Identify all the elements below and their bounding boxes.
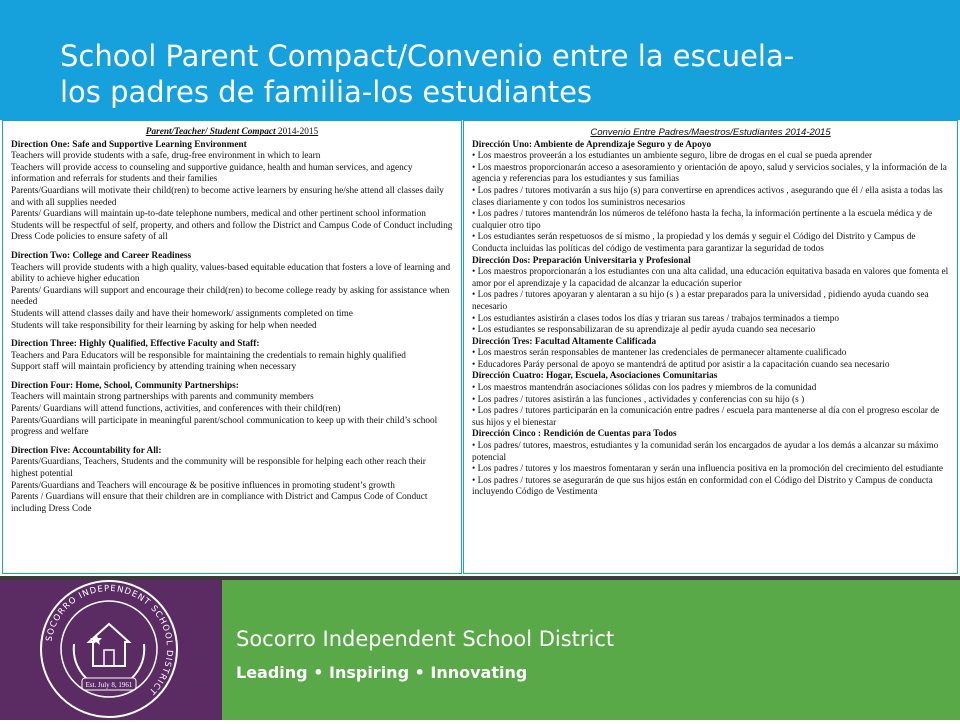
section-heading: Direction Two: College and Career Readiness xyxy=(11,250,192,261)
page-title-line-1: School Parent Compact/Convenio entre la escuela- xyxy=(60,39,795,73)
compact-line: Parents/Guardians will participate in meaningful parent/school communication to keep up with their child’s school progress and welfare xyxy=(11,415,438,438)
spanish-compact-column xyxy=(463,120,958,574)
district-name: Socorro Independent School District xyxy=(236,627,615,651)
seal-est-text: Est. July 8, 1961 xyxy=(85,681,133,689)
title-banner xyxy=(0,0,960,120)
english-sections xyxy=(11,140,453,516)
compact-line: Parents/ Guardians will support and encourage their child(ren) to become college ready by asking for assistance when needed xyxy=(11,285,450,308)
section-heading: Direction Four: Home, School, Community Partnerships: xyxy=(11,380,239,391)
compact-line: Students will take responsibility for their learning by asking for help when needed xyxy=(11,320,317,331)
compact-line: Students will be respectful of self, property, and others and follow the District and Campus Code of Conduct including Dress Code policies to ensure safety of all xyxy=(11,220,453,243)
logo-panel xyxy=(0,580,222,720)
compact-line: • Los maestros proporcionarán a los estudiantes con una alta calidad, una educación equitativa basada en valores que fomenta el amor por el aprendizaje y la capacidad de alcanzar la educación superior xyxy=(472,267,949,289)
section-heading: Dirección Cinco : Rendición de Cuentas para Todos xyxy=(472,429,677,440)
compact-line: • Los padres / tutores asistirán a las funciones , actividades y conferencias con su hijo (s ) xyxy=(472,394,805,405)
district-tagline: Leading • Inspiring • Innovating xyxy=(236,663,528,682)
english-compact-title-text: Parent/Teacher/ Student Compact xyxy=(145,127,276,137)
compact-line: Parents/ Guardians will attend functions, activities, and conferences with their child(ren) xyxy=(11,404,341,415)
english-compact-title-year: 2014-2015 xyxy=(277,127,319,137)
compact-line: Parents / Guardians will ensure that their children are in compliance with District and Campus Code of Conduct including Dress Code xyxy=(11,492,428,514)
seal-ring-text: SOCORRO INDEPENDENT SCHOOL DISTRICT xyxy=(44,583,175,697)
section-heading: Dirección Dos: Preparación Universitaria y Profesional xyxy=(472,255,691,266)
compact-line: Teachers and Para Educators will be responsible for maintaining the credentials to remain highly qualified xyxy=(11,350,406,361)
page-title-line-2: los padres de familia-los estudiantes xyxy=(60,75,593,109)
compact-line: • Los padres/ tutores, maestros, estudiantes y la comunidad serán los encargados de ayudar a los demás a alcanzar su máximo potencial xyxy=(472,441,939,463)
compact-line: • Los estudiantes asistirán a clases todos los días y triaran sus tareas / trabajos terminados a tiempo xyxy=(472,313,840,324)
compact-line: Parents/ Guardians will maintain up-to-date telephone numbers, medical and other pertinent school information xyxy=(11,209,426,220)
compact-line: Teachers will provide students with a safe, drug-free environment in which to learn xyxy=(11,151,321,162)
spanish-sections xyxy=(472,140,949,499)
compact-line: • Los estudiantes serán respetuosos de sí mismo , la propiedad y los demás y seguir el Código del Distrito y Campus de Conducta incluidas las políticas del código de vestimenta para garantizar la seguridad de todos xyxy=(472,232,916,254)
document-area xyxy=(0,120,960,576)
compact-line: Parents/Guardians and Teachers will encourage & be positive influences in promoting student’s growth xyxy=(11,480,395,491)
compact-line: • Los padres / tutores participarán en la comunicación entre padres / escuela para mantenerse al día con el progreso escolar de sus hijos y el bienestar xyxy=(472,406,940,428)
section-heading: Direction One: Safe and Supportive Learning Environment xyxy=(11,139,247,150)
compact-line: Teachers will provide access to counseling and supportive guidance, health and human services, and agency information and referrals for students and their families xyxy=(11,162,413,185)
district-seal-logo xyxy=(34,574,184,724)
compact-line: • Los padres / tutores se asegurarán de que sus hijos están en conformidad con el Código del Distrito y Campus de conducta incluyendo Código de Vestimenta xyxy=(472,475,933,498)
compact-line: Teachers will provide students with a high quality, values-based equitable education that fosters a love of learning and ability to achieve higher education xyxy=(11,262,451,285)
compact-line: Parents/Guardians will motivate their child(ren) to become active learners by ensuring he/she attend all classes daily and with all supplies needed xyxy=(11,185,444,208)
compact-line: • Los padres / tutores motivarán a sus hijo (s) para convertirse en aprendices activos , asegurando que él / ella asista a todas las clases diariamente y con todos los suministros necesarios xyxy=(472,185,943,208)
compact-line: Teachers will maintain strong partnerships with parents and community members xyxy=(11,392,314,403)
footer-banner xyxy=(0,580,960,720)
section-heading: Dirección Cuatro: Hogar, Escuela, Asociaciones Comunitarias xyxy=(472,371,718,382)
english-compact-column xyxy=(2,120,462,574)
spanish-compact-title: Convenio Entre Padres/Maestros/Estudiantes 2014-2015 xyxy=(590,127,831,138)
compact-line: Students will attend classes daily and have their homework/ assignments completed on time xyxy=(11,308,353,319)
compact-line: • Los maestros proporcionarán acceso a asesoramiento y orientación de apoyo, salud y servicios sociales, y la información de la agencia y referencias para los estudiantes y sus familias xyxy=(472,162,947,185)
section-heading: Dirección Tres: Facultad Altamente Calificada xyxy=(472,336,657,347)
section-heading: Direction Five: Accountability for All: xyxy=(11,445,162,456)
compact-line: Parents/Guardians, Teachers, Students and the community will be responsible for helping each other reach their highest potential xyxy=(11,457,426,480)
compact-line: • Los maestros mantendrán asociaciones sólidas con los padres y miembros de la comunidad xyxy=(472,383,817,394)
compact-line: • Educadores Paráy personal de apoyo se mantendrá de aptitud por asistir a la capacitación cuando sea necesario xyxy=(472,359,890,370)
compact-line: • Los estudiantes se responsabilizaran de su aprendizaje al pedir ayuda cuando sea necesario xyxy=(472,325,816,336)
section-heading: Direction Three: Highly Qualified, Effective Faculty and Staff: xyxy=(11,339,260,350)
page-title xyxy=(60,38,920,110)
compact-line: • Los maestros proveerán a los estudiantes un ambiente seguro, libre de drogas en el cual se pueda aprender xyxy=(472,151,873,162)
compact-line: • Los padres / tutores mantendrán los números de teléfono hasta la fecha, la información pertinente a la escuela médica y de cualquier otro tipo xyxy=(472,209,933,231)
compact-line: Support staff will maintain proficiency by attending training when necessary xyxy=(11,362,297,373)
compact-line: • Los padres / tutores y los maestros fomentaran y serán una influencia positiva en la promoción del crecimiento del estudiante xyxy=(472,464,944,475)
compact-line: • Los padres / tutores apoyaran y alentaran a su hijo (s ) a estar preparados para la universidad , pidiendo ayuda cuando sea necesario xyxy=(472,290,929,312)
english-compact-title xyxy=(11,127,453,139)
section-heading: Dirección Uno: Ambiente de Aprendizaje Seguro y de Apoyo xyxy=(472,139,712,150)
compact-line: • Los maestros serán responsables de mantener las credenciales de permanecer altamente cualificado xyxy=(472,348,847,359)
